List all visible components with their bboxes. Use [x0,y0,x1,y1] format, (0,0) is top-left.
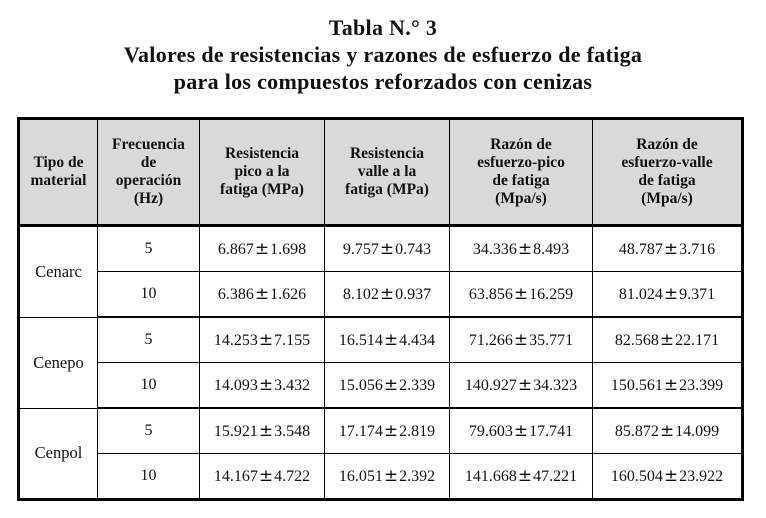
header-peak-strength [200,119,325,226]
std-deviation-value: 0.937 [395,286,432,303]
table-row [19,363,743,409]
plus-minus-symbol: ± [517,239,533,259]
table-row [19,408,743,454]
header-line: Tipo de [33,154,84,171]
plus-minus-symbol: ± [663,375,679,395]
plus-minus-symbol: ± [513,330,529,350]
std-deviation-value: 34.323 [533,377,578,394]
valley-stress-ratio-cell [593,317,743,363]
peak-strength-cell [200,408,325,454]
frequency-cell: 10 [98,363,200,409]
std-deviation-value: 0.743 [395,241,432,258]
fatigue-results-table [17,117,744,501]
header-line: (Mpa/s) [495,190,547,207]
frequency-cell: 5 [98,317,200,363]
plus-minus-symbol: ± [517,466,533,486]
table-caption [0,14,766,95]
std-deviation-value: 35.771 [529,332,574,349]
material-cell: Cenpol [19,408,98,500]
header-line: de [140,154,157,171]
std-deviation-value: 9.371 [679,286,716,303]
valley-stress-ratio-cell [593,226,743,272]
std-deviation-value: 23.399 [679,377,724,394]
header-line: esfuerzo-pico [477,154,565,171]
mean-value: 15.921 [213,423,258,440]
mean-value: 81.024 [618,286,663,303]
header-line: material [30,172,87,189]
frequency-cell: 5 [98,226,200,272]
mean-value: 6.867 [217,241,254,258]
mean-value: 63.856 [468,286,513,303]
frequency-cell: 5 [98,408,200,454]
mean-value: 79.603 [468,423,513,440]
mean-value: 16.514 [338,332,383,349]
plus-minus-symbol: ± [258,375,274,395]
valley-stress-ratio-cell [593,408,743,454]
mean-value: 71.266 [468,332,513,349]
plus-minus-symbol: ± [513,284,529,304]
header-line: de fatiga [492,172,550,189]
header-line: Resistencia [224,145,300,162]
plus-minus-symbol: ± [659,421,675,441]
header-line: valle a la [357,163,417,180]
table-title-line-2: para los compuestos reforzados con cenizas [173,69,593,94]
mean-value: 15.056 [338,377,383,394]
std-deviation-value: 1.626 [270,286,307,303]
std-deviation-value: 3.548 [274,423,311,440]
header-row [19,119,743,226]
peak-stress-ratio-cell [450,454,593,500]
plus-minus-symbol: ± [383,330,399,350]
peak-stress-ratio-cell [450,317,593,363]
table-row [19,272,743,318]
std-deviation-value: 2.819 [399,423,436,440]
valley-strength-cell [325,363,450,409]
mean-value: 6.386 [217,286,254,303]
std-deviation-value: 4.722 [274,468,311,485]
table-body [19,226,743,500]
mean-value: 85.872 [614,423,659,440]
plus-minus-symbol: ± [258,421,274,441]
mean-value: 48.787 [618,241,663,258]
valley-strength-cell [325,408,450,454]
mean-value: 150.561 [610,377,663,394]
mean-value: 16.051 [338,468,383,485]
plus-minus-symbol: ± [659,330,675,350]
header-peak-stress-ratio [450,119,593,226]
plus-minus-symbol: ± [379,284,395,304]
table-number: Tabla N.° 3 [328,15,438,40]
table-row [19,317,743,363]
header-valley-stress-ratio [593,119,743,226]
std-deviation-value: 4.434 [399,332,436,349]
plus-minus-symbol: ± [663,466,679,486]
header-line: Razón de [490,136,552,153]
material-cell: Cenarc [19,226,98,318]
valley-stress-ratio-cell [593,363,743,409]
mean-value: 14.253 [213,332,258,349]
valley-strength-cell [325,226,450,272]
valley-strength-cell [325,272,450,318]
peak-strength-cell [200,363,325,409]
std-deviation-value: 23.922 [679,468,724,485]
table-title-line-1: Valores de resistencias y razones de esfuerzo de fatiga [123,42,643,67]
peak-strength-cell [200,272,325,318]
peak-stress-ratio-cell [450,363,593,409]
header-line: operación [115,172,182,189]
plus-minus-symbol: ± [513,421,529,441]
mean-value: 8.102 [342,286,379,303]
header-valley-strength [325,119,450,226]
frequency-cell: 10 [98,272,200,318]
std-deviation-value: 17.741 [529,423,574,440]
header-line: Frecuencia [112,136,185,153]
valley-stress-ratio-cell [593,272,743,318]
plus-minus-symbol: ± [663,284,679,304]
material-cell: Cenepo [19,317,98,408]
std-deviation-value: 14.099 [675,423,720,440]
plus-minus-symbol: ± [258,466,274,486]
valley-strength-cell [325,454,450,500]
mean-value: 140.927 [464,377,517,394]
std-deviation-value: 16.259 [529,286,574,303]
header-material [19,119,98,226]
header-line: (Mpa/s) [641,190,693,207]
peak-stress-ratio-cell [450,408,593,454]
mean-value: 160.504 [610,468,663,485]
mean-value: 17.174 [338,423,383,440]
std-deviation-value: 2.339 [399,377,436,394]
plus-minus-symbol: ± [379,239,395,259]
std-deviation-value: 3.716 [679,241,716,258]
std-deviation-value: 22.171 [675,332,720,349]
mean-value: 34.336 [472,241,517,258]
mean-value: 82.568 [614,332,659,349]
std-deviation-value: 7.155 [274,332,311,349]
mean-value: 9.757 [342,241,379,258]
peak-strength-cell [200,226,325,272]
std-deviation-value: 1.698 [270,241,307,258]
std-deviation-value: 47.221 [533,468,578,485]
std-deviation-value: 2.392 [399,468,436,485]
table-row [19,226,743,272]
std-deviation-value: 8.493 [533,241,570,258]
mean-value: 14.167 [213,468,258,485]
plus-minus-symbol: ± [254,239,270,259]
peak-strength-cell [200,454,325,500]
plus-minus-symbol: ± [383,375,399,395]
header-line: fatiga (MPa) [345,181,429,198]
peak-stress-ratio-cell [450,272,593,318]
plus-minus-symbol: ± [258,330,274,350]
valley-strength-cell [325,317,450,363]
header-line: pico a la [234,163,290,180]
header-line: (Hz) [133,190,164,207]
header-line: esfuerzo-valle [621,154,713,171]
plus-minus-symbol: ± [254,284,270,304]
plus-minus-symbol: ± [517,375,533,395]
header-line: Razón de [636,136,698,153]
mean-value: 141.668 [464,468,517,485]
valley-stress-ratio-cell [593,454,743,500]
frequency-cell: 10 [98,454,200,500]
peak-stress-ratio-cell [450,226,593,272]
plus-minus-symbol: ± [383,421,399,441]
header-line: Resistencia [349,145,425,162]
plus-minus-symbol: ± [383,466,399,486]
plus-minus-symbol: ± [663,239,679,259]
header-line: de fatiga [638,172,696,189]
std-deviation-value: 3.432 [274,377,311,394]
header-line: fatiga (MPa) [220,181,304,198]
header-frequency [98,119,200,226]
table-row [19,454,743,500]
peak-strength-cell [200,317,325,363]
mean-value: 14.093 [213,377,258,394]
